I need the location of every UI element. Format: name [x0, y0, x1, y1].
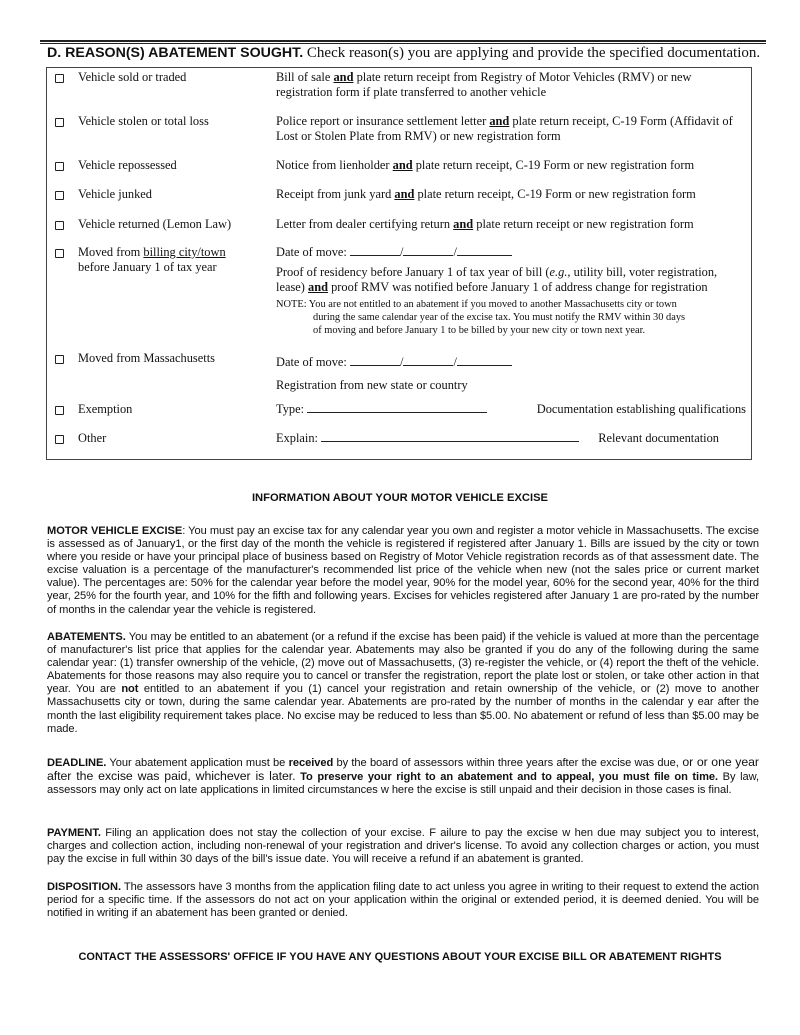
para-disposition: DISPOSITION. The assessors have 3 months from the application filing date to act unless you agree in writing to their request to extend the action period for a specific time. If the assessors do not act on your application within the original or extended period, it is deemed denied. You will be notified in writing if an abatement has been granted or denied.: [47, 881, 759, 920]
reason-label: Vehicle returned (Lemon Law): [78, 217, 232, 231]
checkbox-vehicle-junked[interactable]: [55, 191, 64, 200]
reason-documentation: Type: Documentation establishing qualifications: [276, 402, 746, 416]
reason-documentation: Explain: Relevant documentation: [276, 431, 719, 445]
reason-label: Vehicle junked: [78, 187, 152, 201]
reason-documentation: Letter from dealer certifying return and plate return receipt or new registration form: [276, 217, 694, 231]
section-d-heading-instruction: Check reason(s) you are applying and provide the specified documentation.: [303, 45, 761, 61]
reason-label: Vehicle sold or traded: [78, 70, 187, 84]
checkbox-moved-city-town[interactable]: [55, 249, 64, 258]
section-top-rule: [40, 40, 766, 44]
checkbox-vehicle-repossessed[interactable]: [55, 162, 64, 171]
checkbox-other[interactable]: [55, 435, 64, 444]
reason-documentation: Date of move: / / Proof of residency before January 1 of tax year of bill (e.g., utility bill, voter registration, lease) and proof RMV was notified before January 1 of address change for registration NOTE: You are not entitled to an abatement if you moved to another Massachusetts city or town during the same calendar year of the excise tax. You must notify the RMV within 30 days of moving and before January 1 to be billed by your new city or town next year.: [276, 245, 746, 337]
checkbox-vehicle-returned[interactable]: [55, 221, 64, 230]
date-of-move-field[interactable]: Date of move: / /: [276, 355, 746, 370]
reason-label: Moved from Massachusetts: [78, 351, 215, 365]
reason-label: Other: [78, 431, 107, 445]
reason-label: Vehicle repossessed: [78, 158, 177, 172]
section-d-heading: [47, 45, 767, 62]
contact-assessors-notice: CONTACT THE ASSESSORS' OFFICE IF YOU HAVE ANY QUESTIONS ABOUT YOUR EXCISE BILL OR ABATEMENT RIGHTS: [78, 951, 722, 963]
para-deadline: DEADLINE. Your abatement application must be received by the board of assessors within three years after the excise was due, or or one year after the excise was paid, whichever is later. To preserve your right to an abatement and to appeal, you must file on time. By law, assessors may only act on late applications in limited circumstances w here the excise is still unpaid and their decision in those cases is final.: [47, 755, 760, 797]
reason-label: Vehicle stolen or total loss: [78, 114, 209, 128]
checkbox-moved-massachusetts[interactable]: [55, 355, 64, 364]
checkbox-vehicle-sold[interactable]: [55, 74, 64, 83]
reason-documentation: Bill of sale and plate return receipt from Registry of Motor Vehicles (RMV) or new registration form if plate transferred to another vehicle: [276, 70, 692, 99]
other-explain-field[interactable]: Explain:: [276, 431, 579, 446]
moved-note: NOTE: You are not entitled to an abatement if you moved to another Massachusetts city or town during the same calendar year of the excise tax. You must notify the RMV within 30 days of moving and before January 1 to be billed by your new city or town next year.: [276, 299, 686, 336]
para-motor-vehicle-excise: MOTOR VEHICLE EXCISE: You must pay an excise tax for any calendar year you own and register a motor vehicle in Massachusetts. The excise is assessed as of January1, or the first day of the month the vehicle is registered if registered after January 1. Bills are issued by the city or town where you reside or have your principal place of business based on Registry of Motor Vehicle registration records as of that assessment date. The excise valuation is a percentage of the manufacturer's recommended list price of the vehicle when new (not the sales price or current market value). The percentages are: 50% for the calendar year before the model year, 90% for the model year, 60% for the second year, 40% for the third year, 25% for the fourth year, and 10% for the fifth and following years. Excises for vehicles registered after January 1 are pro-rated by the number of months in the calendar year the vehicle is registered.: [47, 525, 760, 616]
reason-documentation: Date of move: / / Registration from new state or country: [276, 355, 746, 393]
reason-label: Exemption: [78, 402, 133, 416]
reason-documentation: Notice from lienholder and plate return receipt, C-19 Form or new registration form: [276, 158, 695, 172]
para-payment: PAYMENT. Filing an application does not stay the collection of your excise. F ailure to pay the excise w hen due may subject you to interest, charges and collection action, including non-renewal of your registration and driver's license. To avoid any collection charges or action, you must pay the excise in full within 30 days of the bill's issue date. You will receive a refund if an abatement is granted.: [47, 827, 759, 866]
checkbox-vehicle-stolen[interactable]: [55, 118, 64, 127]
info-title: INFORMATION ABOUT YOUR MOTOR VEHICLE EXCISE: [251, 492, 549, 504]
exemption-type-field[interactable]: Type:: [276, 402, 487, 417]
date-of-move-field[interactable]: Date of move: / /: [276, 245, 746, 260]
reason-documentation: Police report or insurance settlement letter and plate return receipt, C-19 Form (Affidavit of Lost or Stolen Plate from RMV) or new registration form: [276, 114, 733, 143]
reason-documentation: Receipt from junk yard and plate return receipt, C-19 Form or new registration form: [276, 187, 696, 201]
reason-label: Moved from billing city/town before January 1 of tax year: [78, 245, 226, 274]
reasons-table: [46, 67, 752, 460]
section-d-heading-lead: D. REASON(S) ABATEMENT SOUGHT.: [47, 45, 304, 61]
checkbox-exemption[interactable]: [55, 406, 64, 415]
para-abatements: ABATEMENTS. You may be entitled to an abatement (or a refund if the excise has been paid) if the vehicle is valued at more than the percentage of manufacturer's list price that applies for the calendar year. Abatements may also be granted if you do any of the following during the same calendar year: (1) transfer ownership of the vehicle, (2) move out of Massachusetts, (3) re-register the vehicle, or (4) report the theft of the vehicle. Abatements for those reasons may also require you to cancel or transfer the registration, report the plate lost or stolen, or take other action in that year. You are not entitled to an abatement if you (1) cancel your registration and retain ownership of the vehicle, or (2) move to another Massachusetts city or town, during the same calendar year. Abatements are pro-rated by the number of months in the calendar y ear after the month the last eligibility requirement takes place. No excise may be reduced to less than $5.00. No abatement or refund of less than $5.00 may be made.: [47, 631, 760, 735]
